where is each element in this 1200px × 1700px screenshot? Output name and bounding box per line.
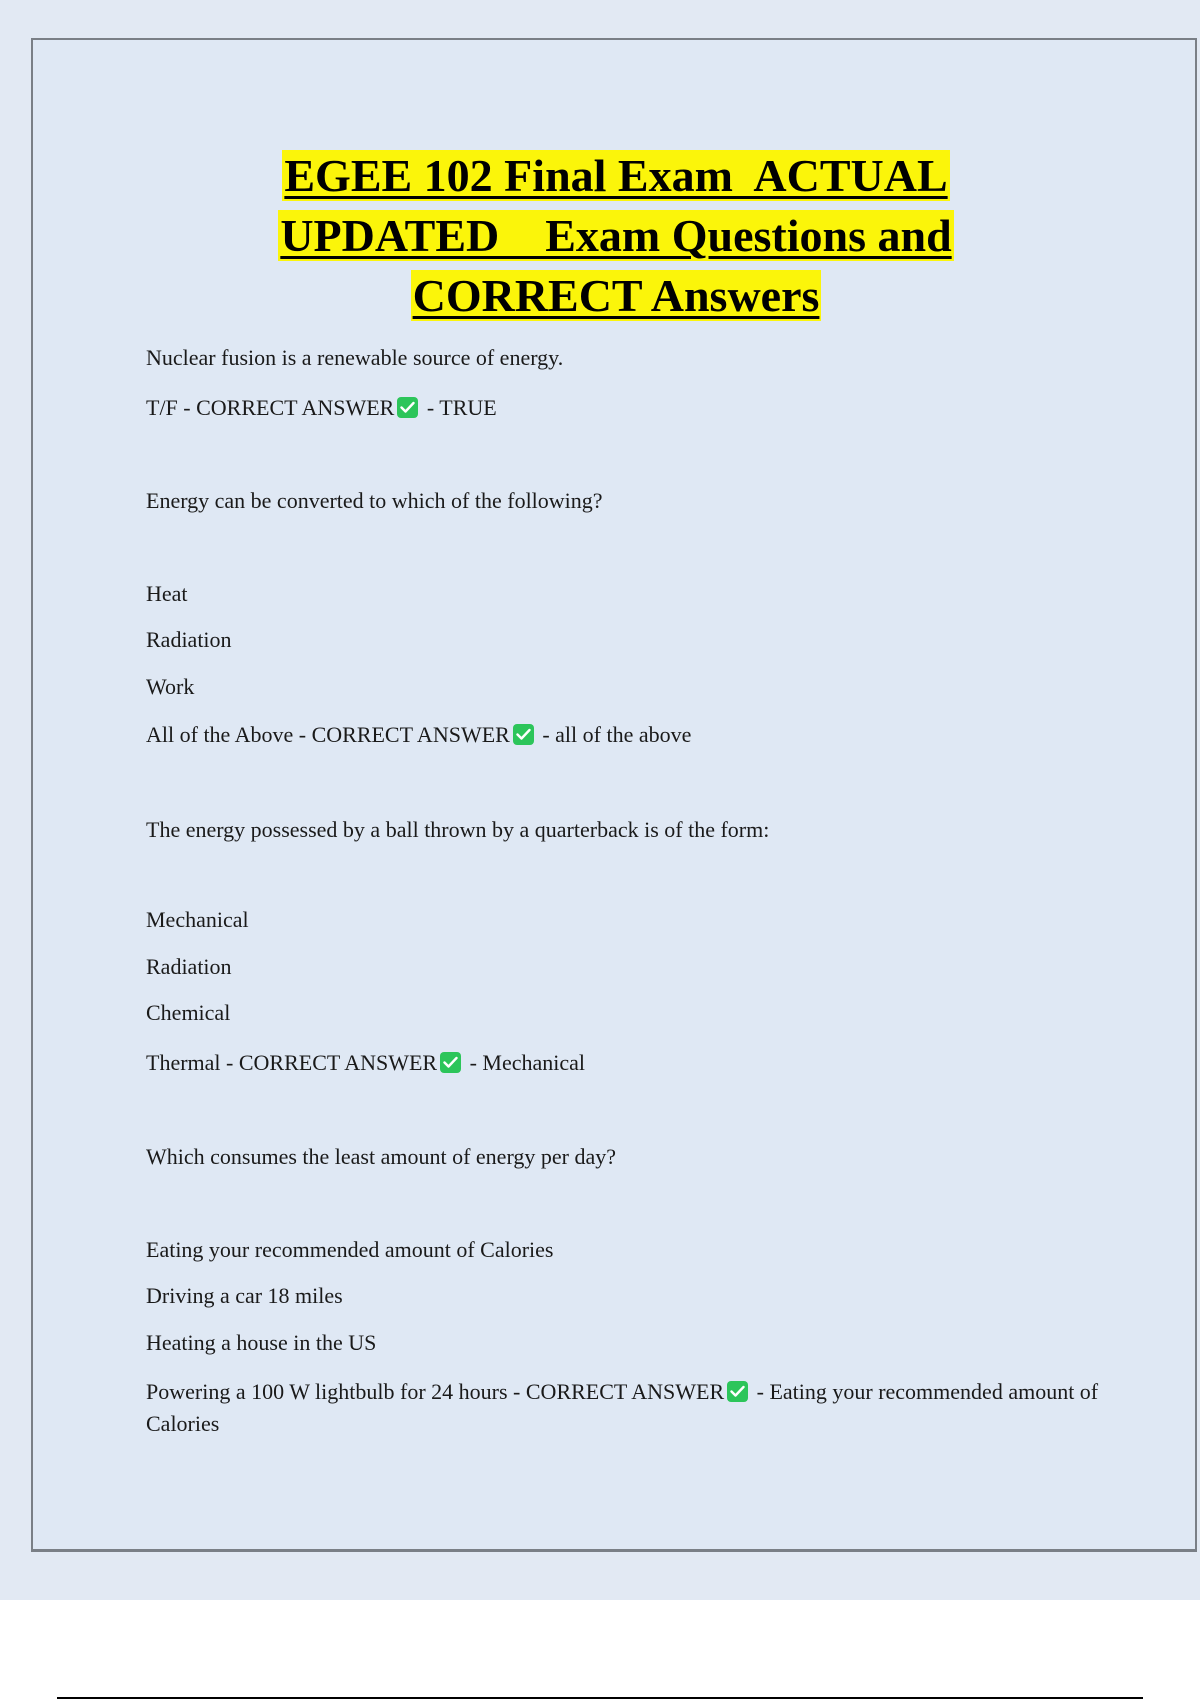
question-1-answer [146, 392, 1106, 424]
answer-suffix: - Mechanical [464, 1050, 586, 1075]
answer-prefix: T/F - CORRECT ANSWER [146, 395, 395, 420]
question-4-answer [146, 1376, 1106, 1440]
question-3-prompt: The energy possessed by a ball thrown by a quarterback is of the form: [146, 817, 770, 842]
answer-prefix: Powering a 100 W lightbulb for 24 hours - CORRECT ANSWER [146, 1379, 725, 1404]
answer-suffix: - TRUE [421, 395, 497, 420]
question-3-option-3: Chemical [146, 1000, 231, 1025]
question-2-answer [146, 719, 1106, 751]
footer-rule [57, 1697, 1143, 1699]
answer-prefix: Thermal - CORRECT ANSWER [146, 1050, 438, 1075]
question-3-option-1: Mechanical [146, 907, 249, 932]
question-4-option-1: Eating your recommended amount of Calories [146, 1237, 554, 1262]
title-line-1: EGEE 102 Final Exam ACTUAL [284, 150, 948, 201]
question-4-option-3: Heating a house in the US [146, 1330, 377, 1355]
check-mark-icon [397, 397, 418, 418]
question-4-prompt: Which consumes the least amount of energy per day? [146, 1144, 616, 1169]
question-3-option-2: Radiation [146, 954, 232, 979]
title-line-2: UPDATED Exam Questions and [280, 210, 952, 261]
answer-prefix: All of the Above - CORRECT ANSWER [146, 722, 510, 747]
document-title [180, 146, 1052, 326]
answer-suffix: - all of the above [536, 722, 692, 747]
question-2-prompt: Energy can be converted to which of the following? [146, 488, 603, 513]
check-mark-icon [513, 724, 534, 745]
question-2-option-1: Heat [146, 581, 188, 606]
title-line-3: CORRECT Answers [412, 270, 820, 321]
question-2-option-3: Work [146, 674, 195, 699]
question-1-prompt: Nuclear fusion is a renewable source of energy. [146, 345, 564, 370]
question-2-option-2: Radiation [146, 627, 232, 652]
question-3-answer [146, 1047, 1106, 1079]
check-mark-icon [440, 1052, 461, 1073]
question-4-option-2: Driving a car 18 miles [146, 1283, 343, 1308]
answer-suffix: - Eating your recommended amount of Calories [146, 1379, 1099, 1436]
check-mark-icon [727, 1381, 748, 1402]
